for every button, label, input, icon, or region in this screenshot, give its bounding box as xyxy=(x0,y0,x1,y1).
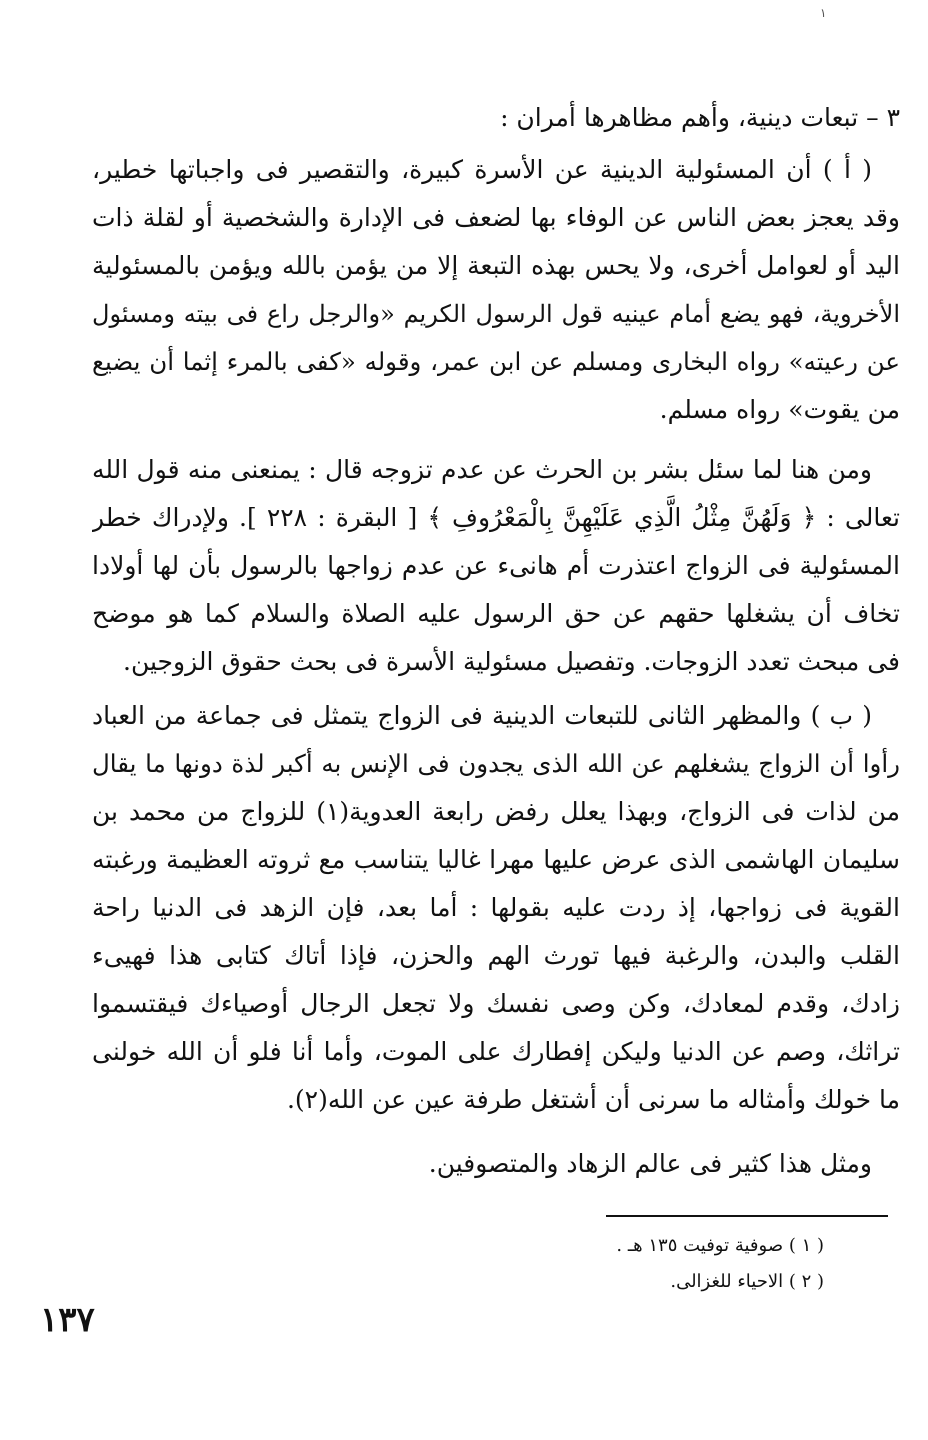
paragraph-line: ( أ ) أن المسئولية الدينية عن الأسرة كبيرة، والتقصير فى واجباتها خطير، xyxy=(92,155,872,184)
paragraph-line: رأوا أن الزواج يشغلهم عن الله الذى يجدون فى الإنس به أكبر لذة دونها ما يقال xyxy=(92,749,900,778)
paragraph-line: ( ب ) والمظهر الثانى للتبعات الدينية فى الزواج يتمثل فى جماعة من العباد xyxy=(92,701,872,730)
paragraph-line: عن رعيته» رواه البخارى ومسلم عن ابن عمر، وقوله «كفى بالمرء إثما أن يضيع xyxy=(92,347,900,376)
closing-line: ومثل هذا كثير فى عالم الزهاد والمتصوفين. xyxy=(428,1149,872,1178)
paragraph-b xyxy=(92,692,900,1124)
paragraph-line: زادك، وقدم لمعادك، وكن وصى نفسك ولا تجعل الرجال أوصياءك فيقتسموا xyxy=(92,989,900,1018)
paragraph-line: المسئولية فى الزواج اعتذرت أم هانىء عن عدم زواجها بالرسول بأن لها أولادا xyxy=(92,551,900,580)
footnote-1: ( ١ ) صوفية توفيت ١٣٥ هـ . xyxy=(616,1235,824,1256)
corner-mark: ١ xyxy=(820,6,827,20)
footnotes xyxy=(324,1228,824,1300)
closing-block xyxy=(92,1140,900,1188)
paragraph-line: تخاف أن يشغلها حقهم عن حق الرسول عليه الصلاة والسلام كما هو موضح xyxy=(92,599,900,628)
paragraph-line: الأخروية، فهو يضع أمام عينيه قول الرسول الكريم «والرجل راع فى بيته ومسئول xyxy=(92,300,900,328)
paragraph-line: ومن هنا لما سئل بشر بن الحرث عن عدم تزوجه قال : يمنعنى منه قول الله xyxy=(92,455,872,484)
paragraph-line: اليد أو لعوامل أخرى، ولا يحس بهذه التبعة إلا من يؤمن بالله ويؤمن بالمسئولية xyxy=(92,251,900,280)
paragraph-line: من يقوت» رواه مسلم. xyxy=(659,395,900,424)
paragraph-line: من لذات فى الزواج، وبهذا يعلل رفض رابعة العدوية(١) للزواج من محمد بن xyxy=(92,797,900,826)
paragraph-line: القوية فى زواجها، إذ ردت عليه بقولها : أما بعد، فإن الزهد فى الدنيا راحة xyxy=(92,893,900,922)
paragraph-line: فى مبحث تعدد الزوجات. وتفصيل مسئولية الأسرة فى بحث حقوق الزوجين. xyxy=(123,647,900,676)
section-heading: ٣ – تبعات دينية، وأهم مظاهرها أمران : xyxy=(500,103,900,132)
paragraph-a xyxy=(92,146,900,434)
footnote-2: ( ٢ ) الاحياء للغزالى. xyxy=(670,1271,824,1292)
paragraph-bishr xyxy=(92,446,900,686)
section-heading-block xyxy=(92,94,900,142)
paragraph-line: القلب والبدن، والرغبة فيها تورث الهم والحزن، فإذا أتاك كتابى هذا فهيىء xyxy=(92,941,900,970)
paragraph-line: ما خولك وأمثاله ما سرنى أن أشتغل طرفة عين عن الله(٢). xyxy=(286,1085,900,1114)
paragraph-line: وقد يعجز بعض الناس عن الوفاء بها لضعف فى الإدارة والشخصية أو لقلة ذات xyxy=(92,203,900,232)
quran-verse-line: تعالى : ﴿ وَلَهُنَّ مِثْلُ الَّذِي عَلَيْهِنَّ بِالْمَعْرُوفِ ﴾ [ البقرة : ٢٢٨ ]. ولإدراك خطر xyxy=(92,503,900,532)
page-number: ١٣٧ xyxy=(40,1300,95,1340)
footnote-separator xyxy=(606,1215,888,1217)
paragraph-line: سليمان الهاشمى الذى عرض عليها مهرا غاليا يتناسب مع ثروته العظيمة ورغبته xyxy=(92,845,900,874)
paragraph-line: تراثك، وصم عن الدنيا وليكن إفطارك على الموت، وأما أنا فلو أن الله خولنى xyxy=(92,1037,900,1066)
